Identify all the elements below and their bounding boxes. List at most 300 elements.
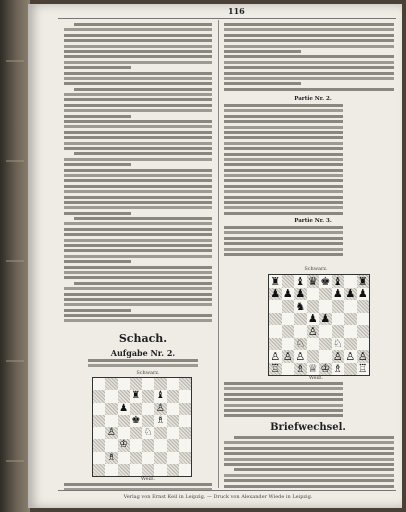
text-line: [64, 72, 212, 75]
text-line: [74, 23, 212, 26]
text-line: [64, 196, 212, 199]
board-square: [307, 288, 320, 301]
board-square: [319, 300, 332, 313]
board-square: [344, 338, 357, 351]
board-square: [344, 350, 357, 363]
text-line: [64, 115, 131, 118]
board-square: [282, 275, 295, 288]
text-line: [224, 447, 394, 450]
problem-heading: Aufgabe Nr. 2.: [110, 348, 176, 358]
board-square: [357, 300, 370, 313]
board-square: [118, 378, 130, 390]
board-square: [282, 288, 295, 301]
text-line: [224, 231, 343, 234]
game3-heading: Partie Nr. 3.: [294, 218, 332, 224]
text-line: [224, 409, 343, 412]
board-square: [319, 275, 332, 288]
text-line: [224, 136, 343, 139]
text-line: [64, 185, 212, 188]
board-square: [130, 378, 142, 390]
text-line: [224, 39, 394, 42]
board-square: [294, 350, 307, 363]
board-square: [269, 313, 282, 326]
board-square: [319, 325, 332, 338]
board-square: [344, 288, 357, 301]
chess-piece: ♙: [106, 427, 116, 439]
board-square: [179, 427, 191, 439]
board-square: [167, 452, 179, 464]
text-line: [64, 120, 212, 123]
board-square: [357, 350, 370, 363]
text-line: [224, 393, 343, 396]
text-line: [224, 212, 343, 215]
board-square: [154, 439, 166, 451]
board-square: [105, 427, 117, 439]
board-square: [130, 439, 142, 451]
board-square: [154, 415, 166, 427]
board-square: [269, 300, 282, 313]
board-square: [118, 390, 130, 402]
text-line: [64, 109, 212, 112]
text-line: [64, 233, 212, 236]
text-line: [64, 179, 212, 182]
text-line: [64, 239, 212, 242]
text-line: [224, 142, 343, 145]
board-square: [167, 464, 179, 476]
page-number: 116: [228, 6, 245, 16]
board-square: [332, 350, 345, 363]
text-line: [224, 77, 394, 80]
text-line: [224, 242, 343, 245]
board-square: [167, 378, 179, 390]
board-square: [93, 415, 105, 427]
text-line: [64, 249, 212, 252]
text-line: [224, 479, 394, 482]
board-square: [130, 390, 142, 402]
text-line: [64, 271, 212, 274]
chess-piece: ♟: [119, 402, 129, 414]
text-line: [74, 152, 212, 155]
publisher-footer: Verlag von Ernst Keil in Leipzig. — Druck von Alexander Wiede in Leipzig.: [123, 494, 313, 500]
chess-piece: ♟: [282, 287, 293, 301]
board-square: [307, 350, 320, 363]
board-square: [357, 288, 370, 301]
text-line: [64, 61, 212, 64]
text-line: [224, 474, 394, 477]
board-square: [344, 275, 357, 288]
board-square: [357, 338, 370, 351]
text-line: [64, 50, 212, 53]
board-square: [93, 464, 105, 476]
board-square: [319, 313, 332, 326]
text-line: [64, 206, 212, 209]
text-line: [64, 287, 212, 290]
board-square: [319, 338, 332, 351]
right-column-intro: [224, 23, 394, 93]
board-square: [130, 403, 142, 415]
text-line: [224, 169, 343, 172]
text-line: [64, 303, 212, 306]
board-square: [294, 300, 307, 313]
board1-caption-top: Schwarz.: [136, 370, 160, 376]
text-line: [224, 237, 343, 240]
text-line: [224, 126, 343, 129]
board-square: [282, 325, 295, 338]
column-rule: [218, 20, 219, 488]
text-line: [64, 174, 212, 177]
board-square: [269, 338, 282, 351]
board-square: [93, 403, 105, 415]
text-line: [234, 436, 394, 439]
text-line: [64, 309, 131, 312]
board-square: [118, 427, 130, 439]
board2-caption-bottom: Weiß.: [308, 375, 324, 381]
board-square: [167, 415, 179, 427]
chess-board-game: [268, 274, 370, 376]
text-line: [224, 248, 343, 251]
text-line: [224, 109, 343, 112]
text-line: [224, 414, 343, 417]
chess-piece: ♙: [307, 324, 318, 338]
text-line: [64, 147, 212, 150]
problem-footnote: [64, 483, 212, 494]
board-square: [319, 363, 332, 376]
board-square: [142, 427, 154, 439]
chess-piece: ♔: [119, 439, 129, 451]
chess-piece: ♗: [295, 362, 306, 376]
board-square: [93, 439, 105, 451]
board-square: [130, 415, 142, 427]
chess-piece: ♘: [295, 337, 306, 351]
text-line: [224, 104, 343, 107]
text-line: [224, 82, 301, 85]
text-line: [64, 483, 212, 486]
chess-piece: ♙: [270, 349, 281, 363]
chess-board-problem: [92, 377, 192, 477]
text-line: [64, 255, 212, 258]
chess-piece: ♗: [155, 414, 165, 426]
board-square: [118, 452, 130, 464]
board-square: [142, 452, 154, 464]
board-square: [332, 338, 345, 351]
text-line: [64, 314, 212, 317]
text-line: [64, 319, 212, 322]
board-square: [294, 313, 307, 326]
text-line: [224, 88, 394, 91]
board-square: [179, 439, 191, 451]
board-square: [118, 464, 130, 476]
text-line: [88, 364, 198, 367]
text-line: [224, 158, 343, 161]
left-column-article: [64, 23, 212, 325]
board-square: [282, 300, 295, 313]
chess-piece: ♖: [357, 362, 368, 376]
text-line: [224, 28, 394, 31]
text-line: [224, 55, 394, 58]
board-square: [307, 338, 320, 351]
board-square: [294, 363, 307, 376]
text-line: [64, 158, 212, 161]
text-line: [64, 39, 212, 42]
chess-piece: ♟: [345, 287, 356, 301]
board-square: [307, 300, 320, 313]
chess-piece: ♝: [295, 274, 306, 288]
text-line: [224, 201, 343, 204]
board-square: [142, 390, 154, 402]
board-square: [344, 363, 357, 376]
text-line: [64, 276, 212, 279]
board-square: [307, 325, 320, 338]
board-square: [179, 464, 191, 476]
game3-continuation: [224, 382, 394, 420]
text-line: [224, 147, 343, 150]
board-square: [154, 390, 166, 402]
chess-piece: ♜: [270, 274, 281, 288]
text-line: [64, 244, 212, 247]
board-square: [307, 313, 320, 326]
game3-moves: [224, 226, 394, 258]
text-line: [224, 441, 394, 444]
board-square: [179, 378, 191, 390]
chess-piece: ♝: [155, 390, 165, 402]
text-line: [64, 142, 212, 145]
board-square: [130, 464, 142, 476]
chess-piece: ♟: [270, 287, 281, 301]
text-line: [88, 359, 198, 362]
text-line: [224, 485, 394, 488]
chess-piece: ♟: [332, 287, 343, 301]
board-square: [319, 350, 332, 363]
board-square: [105, 464, 117, 476]
board-square: [130, 452, 142, 464]
chess-piece: ♙: [357, 349, 368, 363]
text-line: [64, 77, 212, 80]
text-line: [224, 226, 343, 229]
chess-piece: ♔: [320, 362, 331, 376]
board-square: [167, 439, 179, 451]
text-line: [224, 61, 394, 64]
chess-piece: ♟: [295, 287, 306, 301]
text-line: [64, 66, 131, 69]
board-square: [179, 390, 191, 402]
text-line: [224, 398, 343, 401]
board-square: [105, 415, 117, 427]
chess-piece: ♜: [357, 274, 368, 288]
board-square: [332, 363, 345, 376]
text-line: [64, 201, 212, 204]
text-line: [64, 293, 212, 296]
game2-heading: Partie Nr. 2.: [294, 96, 332, 102]
board-square: [118, 439, 130, 451]
text-line: [224, 131, 343, 134]
board-square: [269, 350, 282, 363]
text-line: [224, 50, 301, 53]
board-square: [118, 415, 130, 427]
text-line: [64, 163, 131, 166]
chess-piece: ♘: [143, 427, 153, 439]
text-line: [224, 452, 394, 455]
section-heading-chess: Schach.: [118, 332, 168, 345]
board-square: [344, 313, 357, 326]
board-square: [294, 338, 307, 351]
text-line: [224, 196, 343, 199]
board-square: [93, 427, 105, 439]
board-square: [105, 452, 117, 464]
text-line: [224, 72, 394, 75]
chess-piece: ♚: [320, 274, 331, 288]
chess-piece: ♛: [307, 274, 318, 288]
board-square: [142, 378, 154, 390]
board1-caption-bottom: Weiß.: [140, 476, 156, 482]
board-square: [307, 275, 320, 288]
text-line: [224, 185, 343, 188]
text-line: [64, 169, 212, 172]
text-line: [64, 266, 212, 269]
chess-piece: ♙: [282, 349, 293, 363]
text-line: [64, 45, 212, 48]
text-line: [64, 298, 212, 301]
text-line: [64, 28, 212, 31]
board-square: [179, 452, 191, 464]
board-square: [154, 378, 166, 390]
board-square: [344, 300, 357, 313]
text-line: [224, 174, 343, 177]
text-line: [224, 34, 394, 37]
chess-piece: ♘: [332, 337, 343, 351]
text-line: [224, 404, 343, 407]
board-square: [282, 313, 295, 326]
board-square: [357, 363, 370, 376]
text-line: [64, 131, 212, 134]
text-line: [224, 153, 343, 156]
board-square: [93, 378, 105, 390]
board-square: [282, 338, 295, 351]
board-square: [179, 415, 191, 427]
chess-piece: ♟: [320, 312, 331, 326]
text-line: [74, 88, 212, 91]
text-line: [234, 468, 394, 471]
text-line: [224, 23, 394, 26]
board-square: [319, 288, 332, 301]
board-square: [332, 288, 345, 301]
board-square: [93, 452, 105, 464]
board-square: [332, 313, 345, 326]
board-square: [294, 275, 307, 288]
text-line: [224, 190, 343, 193]
text-line: [64, 125, 212, 128]
board-square: [269, 288, 282, 301]
chess-piece: ♙: [155, 402, 165, 414]
text-line: [64, 222, 212, 225]
header-rule: [58, 18, 396, 19]
text-line: [224, 120, 343, 123]
board-square: [167, 390, 179, 402]
board-square: [269, 275, 282, 288]
text-line: [224, 45, 394, 48]
chess-piece: ♙: [295, 349, 306, 363]
text-line: [224, 206, 343, 209]
board-square: [357, 325, 370, 338]
board-square: [269, 325, 282, 338]
game2-moves: [224, 104, 394, 217]
chess-piece: ♖: [270, 362, 281, 376]
chess-piece: ♞: [295, 299, 306, 313]
board-square: [105, 403, 117, 415]
board-square: [142, 464, 154, 476]
text-line: [224, 163, 343, 166]
text-line: [74, 282, 212, 285]
text-line: [64, 82, 212, 85]
text-line: [224, 253, 343, 256]
board-square: [357, 313, 370, 326]
board-square: [105, 378, 117, 390]
board-square: [282, 350, 295, 363]
chess-piece: ♕: [307, 362, 318, 376]
board-square: [105, 439, 117, 451]
board-square: [282, 363, 295, 376]
board-square: [130, 427, 142, 439]
footer-rule: [58, 490, 396, 491]
text-line: [64, 260, 131, 263]
chess-piece: ♟: [357, 287, 368, 301]
text-line: [64, 136, 212, 139]
text-line: [64, 104, 212, 107]
chess-piece: ♙: [345, 349, 356, 363]
text-line: [224, 387, 343, 390]
text-line: [64, 212, 131, 215]
board-square: [118, 403, 130, 415]
text-line: [224, 179, 343, 182]
text-line: [224, 382, 343, 385]
board-square: [294, 325, 307, 338]
board-square: [167, 427, 179, 439]
chess-piece: ♜: [131, 390, 141, 402]
board-square: [167, 403, 179, 415]
board-square: [294, 288, 307, 301]
section-heading-correspondence: Briefwechsel.: [270, 422, 346, 433]
board-square: [332, 275, 345, 288]
text-line: [64, 228, 212, 231]
text-line: [224, 115, 343, 118]
newspaper-page: [28, 4, 402, 508]
board2-caption-top: Schwarz.: [304, 266, 328, 272]
text-line: [224, 66, 394, 69]
text-line: [64, 93, 212, 96]
board-square: [154, 403, 166, 415]
text-line: [64, 190, 212, 193]
board-square: [344, 325, 357, 338]
book-binding: [0, 0, 30, 512]
board-square: [332, 325, 345, 338]
text-line: [64, 55, 212, 58]
chess-piece: ♗: [106, 451, 116, 463]
problem-byline: [88, 359, 198, 370]
chess-piece: ♟: [307, 312, 318, 326]
board-square: [142, 403, 154, 415]
board-square: [307, 363, 320, 376]
chess-piece: ♗: [332, 362, 343, 376]
board-square: [154, 464, 166, 476]
board-square: [269, 363, 282, 376]
board-square: [105, 390, 117, 402]
board-square: [93, 390, 105, 402]
chess-piece: ♙: [332, 349, 343, 363]
text-line: [224, 463, 394, 466]
chess-piece: ♚: [131, 414, 141, 426]
board-square: [154, 452, 166, 464]
text-line: [74, 217, 212, 220]
chess-piece: ♝: [332, 274, 343, 288]
